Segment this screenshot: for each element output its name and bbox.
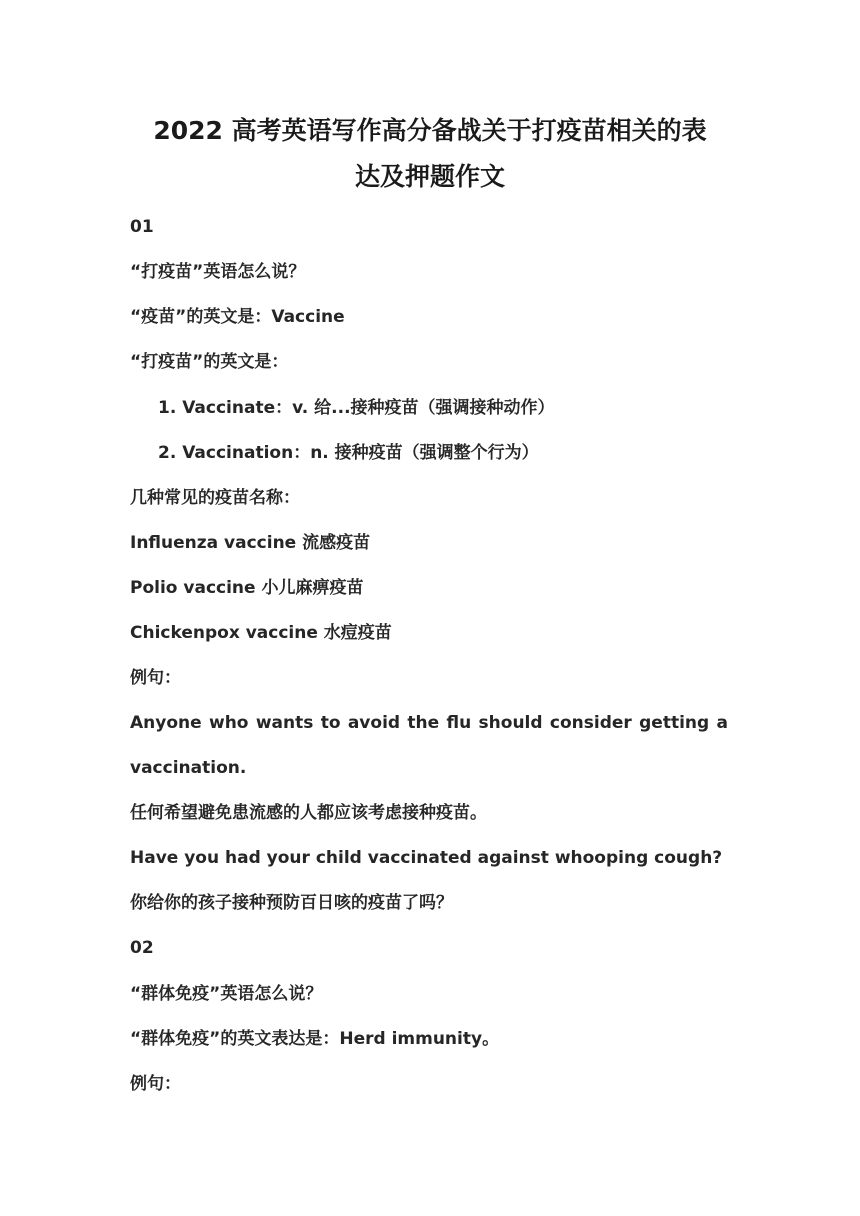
title-line-1: 2022 高考英语写作高分备战关于打疫苗相关的表 xyxy=(153,116,707,145)
list-item-vaccinate: 1. Vaccinate：v. 给...接种疫苗（强调接种动作） xyxy=(158,398,555,418)
vaccine-translation: “疫苗”的英文是：Vaccine xyxy=(130,307,345,327)
herd-immunity-translation: “群体免疫”的英文表达是：Herd immunity。 xyxy=(130,1029,500,1049)
example-label-1: 例句： xyxy=(130,668,181,688)
example1-english-line2: vaccination. xyxy=(130,758,247,778)
section-number-02: 02 xyxy=(130,938,154,958)
vaccinate-translation-intro: “打疫苗”的英文是： xyxy=(130,352,289,372)
vaccine-influenza: Influenza vaccine 流感疫苗 xyxy=(130,533,371,553)
vaccine-polio: Polio vaccine 小儿麻痹疫苗 xyxy=(130,578,364,598)
example2-chinese: 你给你的孩子接种预防百日咳的疫苗了吗？ xyxy=(130,893,453,913)
question-vaccinate: “打疫苗”英语怎么说？ xyxy=(130,262,306,282)
title-line-2: 达及押题作文 xyxy=(354,162,505,191)
document-title xyxy=(130,108,730,200)
section-number-01: 01 xyxy=(130,217,154,237)
vaccine-chickenpox: Chickenpox vaccine 水痘疫苗 xyxy=(130,623,392,643)
example2-english: Have you had your child vaccinated against whooping cough? xyxy=(130,848,723,868)
question-herd-immunity: “群体免疫”英语怎么说？ xyxy=(130,984,323,1004)
example1-english-line1: Anyone who wants to avoid the flu should consider getting a xyxy=(130,713,728,733)
example1-chinese: 任何希望避免患流感的人都应该考虑接种疫苗。 xyxy=(130,803,487,823)
list-item-vaccination: 2. Vaccination：n. 接种疫苗（强调整个行为） xyxy=(158,443,539,463)
common-vaccines-heading: 几种常见的疫苗名称： xyxy=(130,488,300,508)
example-label-2: 例句： xyxy=(130,1074,181,1094)
